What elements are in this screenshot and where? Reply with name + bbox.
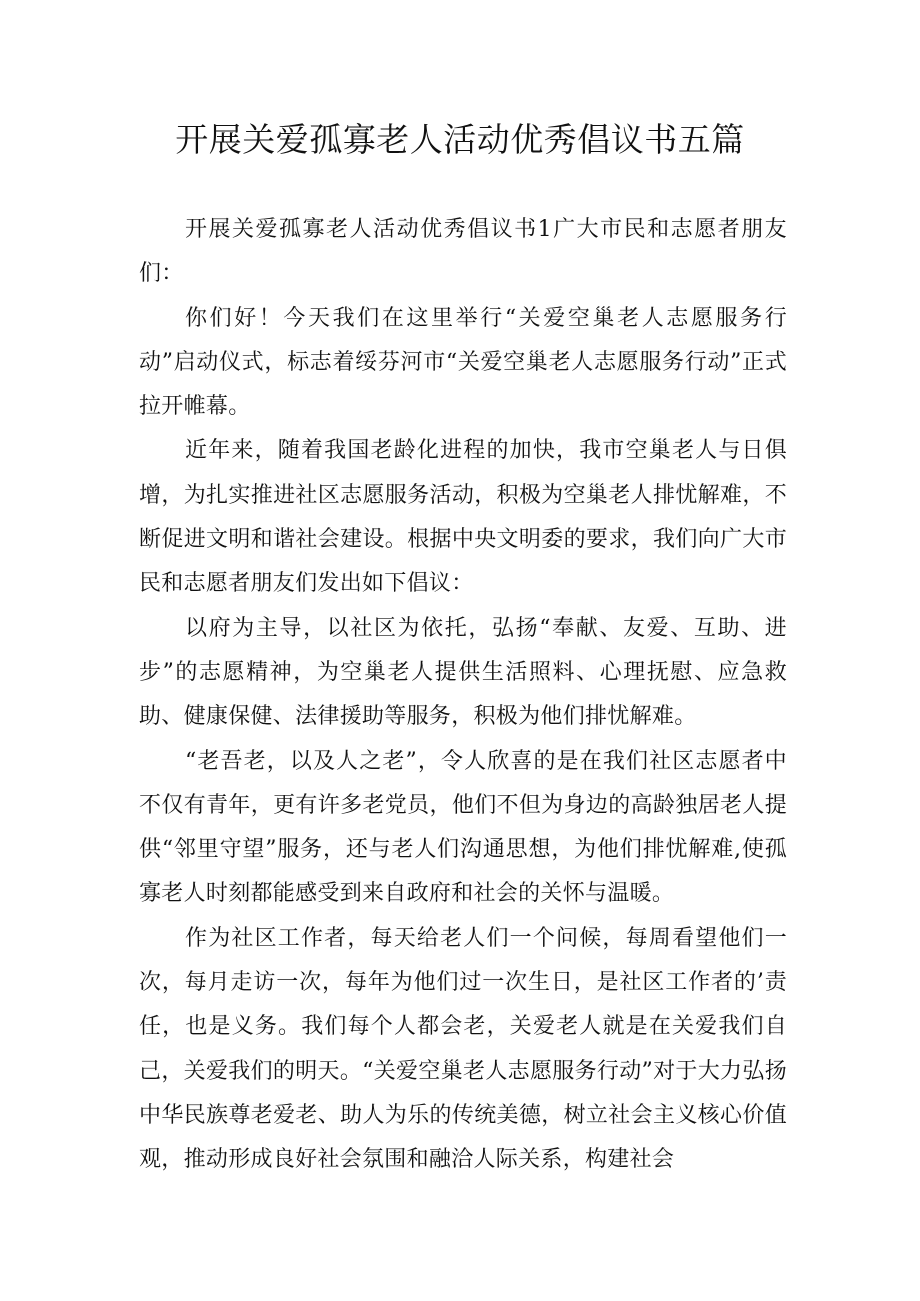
paragraph-greeting: 你们好！今天我们在这里举行“关爱空巢老人志愿服务行动”启动仪式，标志着绥芬河市“关爱空巢老人志愿服务行动”正式拉开帷幕。 bbox=[139, 305, 787, 420]
document-title: 开展关爱孤寡老人活动优秀倡议书五篇 bbox=[175, 120, 745, 159]
paragraph-initiative: 以府为主导，以社区为依托，弘扬“奉献、友爱、互助、进步”的志愿精神，为空巢老人提供生活照料、心理抚慰、应急救助、健康保健、法律援助等服务，积极为他们排忧解难。 bbox=[139, 615, 787, 730]
paragraph-responsibility: 作为社区工作者，每天给老人们一个问候，每周看望他们一次，每月走访一次，每年为他们过一次生日，是社区工作者的’责任，也是义务。我们每个人都会老，关爱老人就是在关爱我们自己，关爱我们的明天。“关爱空巢老人志愿服务行动”对于大力弘扬中华民族尊老爱老、助人为乐的传统美德，树立社会主义核心价值观，推动形成良好社会氛围和融洽人际关系，构建社会 bbox=[139, 925, 787, 1173]
paragraph-volunteers: “老吾老，以及人之老”，令人欣喜的是在我们社区志愿者中不仅有青年，更有许多老党员，他们不但为身边的高龄独居老人提供“邻里守望”服务，还与老人们沟通思想，为他们排忧解难,使孤寡老人时刻都能感受到来自政府和社会的关怀与温暖。 bbox=[139, 748, 787, 907]
paragraph-salutation: 开展关爱孤寡老人活动优秀倡议书1广大市民和志愿者朋友们： bbox=[139, 217, 787, 287]
paragraph-background: 近年来，随着我国老龄化进程的加快，我市空巢老人与日俱增，为扎实推进社区志愿服务活动，积极为空巢老人排忧解难，不断促进文明和谐社会建设。根据中央文明委的要求，我们向广大市民和志愿者朋友们发出如下倡议： bbox=[139, 438, 787, 597]
document-body bbox=[139, 208, 787, 1183]
